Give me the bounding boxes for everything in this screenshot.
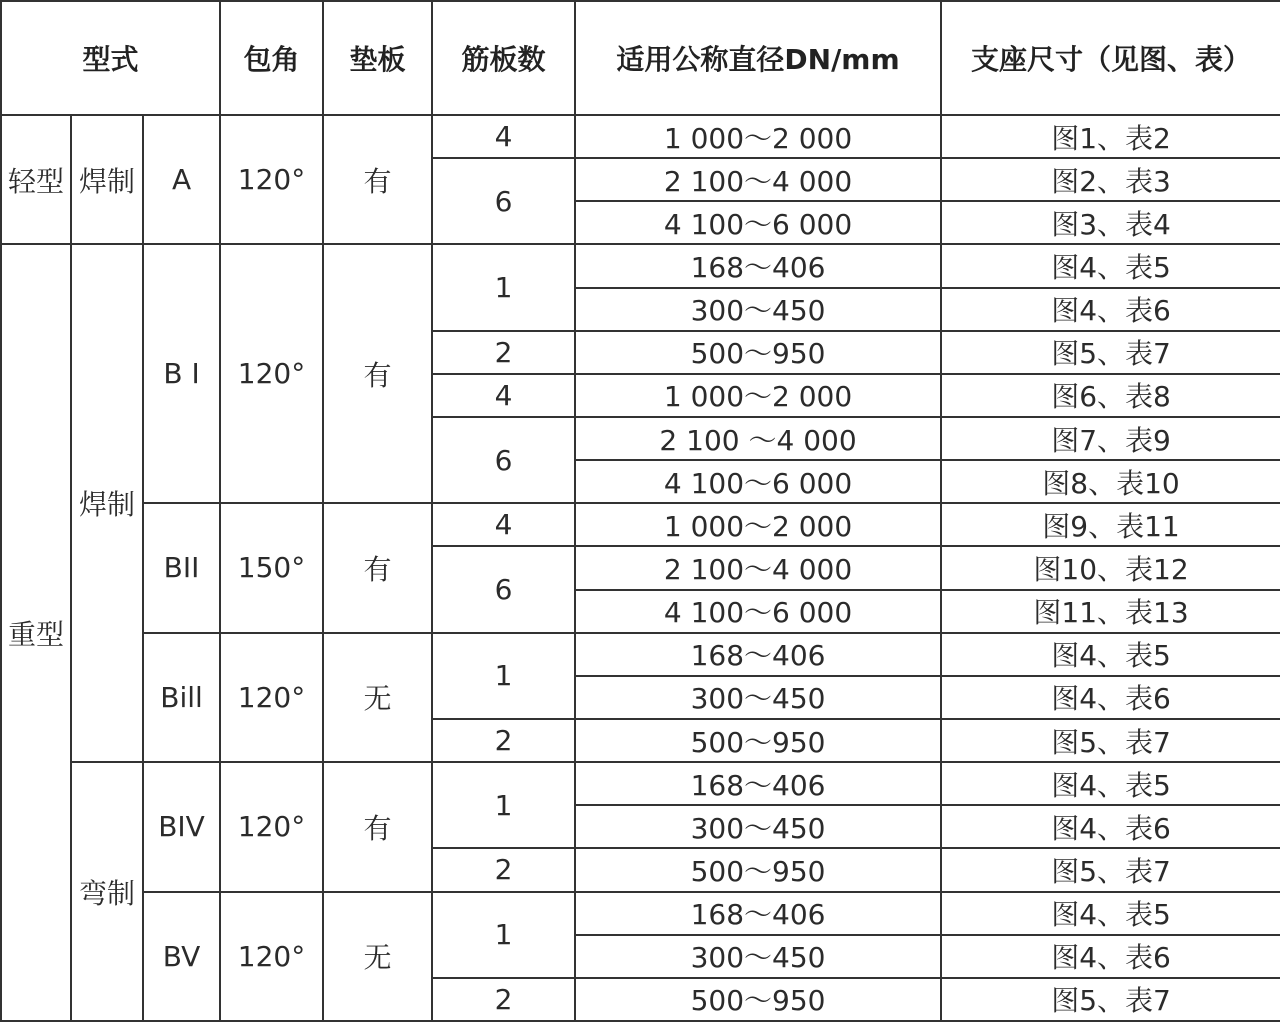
size-ref: 图4、表6 (941, 935, 1280, 978)
table-row (1, 892, 1280, 935)
rib-count: 2 (432, 978, 575, 1021)
type-angle: 120° (220, 762, 323, 891)
rib-count: 4 (432, 115, 575, 158)
dn-range: 2 100 ～4 000 (575, 417, 941, 460)
rib-count: 2 (432, 719, 575, 762)
size-ref: 图9、表11 (941, 503, 1280, 546)
group-light: 轻型 (1, 115, 71, 244)
dn-range: 4 100～6 000 (575, 590, 941, 633)
type-code: Bill (143, 633, 220, 762)
type-angle: 120° (220, 633, 323, 762)
rib-count: 6 (432, 158, 575, 244)
header-type: 型式 (1, 1, 220, 115)
dn-range: 4 100～6 000 (575, 201, 941, 244)
size-ref: 图4、表6 (941, 288, 1280, 331)
dn-range: 2 100～4 000 (575, 158, 941, 201)
size-ref: 图11、表13 (941, 590, 1280, 633)
rib-count: 1 (432, 892, 575, 978)
rib-count: 6 (432, 546, 575, 632)
type-pad: 无 (323, 633, 432, 762)
dn-range: 500～950 (575, 719, 941, 762)
rib-count: 1 (432, 633, 575, 719)
type-pad: 有 (323, 503, 432, 632)
table-row (1, 633, 1280, 676)
header-size: 支座尺寸（见图、表） (941, 1, 1280, 115)
size-ref: 图4、表5 (941, 762, 1280, 805)
type-code: BV (143, 892, 220, 1021)
type-code: BII (143, 503, 220, 632)
size-ref: 图4、表6 (941, 676, 1280, 719)
type-angle: 120° (220, 244, 323, 503)
type-angle: 120° (220, 892, 323, 1021)
group-welded-heavy: 焊制 (71, 244, 143, 762)
size-ref: 图2、表3 (941, 158, 1280, 201)
rib-count: 2 (432, 331, 575, 374)
table-row (1, 762, 1280, 805)
size-ref: 图8、表10 (941, 460, 1280, 503)
dn-range: 500～950 (575, 848, 941, 891)
dn-range: 300～450 (575, 676, 941, 719)
size-ref: 图10、表12 (941, 546, 1280, 589)
rib-count: 4 (432, 503, 575, 546)
type-angle: 120° (220, 115, 323, 244)
size-ref: 图5、表7 (941, 719, 1280, 762)
dn-range: 300～450 (575, 805, 941, 848)
group-heavy: 重型 (1, 244, 71, 1021)
size-ref: 图5、表7 (941, 848, 1280, 891)
size-ref: 图7、表9 (941, 417, 1280, 460)
rib-count: 6 (432, 417, 575, 503)
dn-range: 1 000～2 000 (575, 374, 941, 417)
group-bent: 弯制 (71, 762, 143, 1021)
type-pad: 无 (323, 892, 432, 1021)
table-row (1, 115, 1280, 158)
dn-range: 168～406 (575, 244, 941, 287)
size-ref: 图3、表4 (941, 201, 1280, 244)
dn-range: 300～450 (575, 935, 941, 978)
header-row (1, 1, 1280, 115)
header-angle: 包角 (220, 1, 323, 115)
group-welded-light: 焊制 (71, 115, 143, 244)
dn-range: 168～406 (575, 633, 941, 676)
size-ref: 图5、表7 (941, 331, 1280, 374)
type-pad: 有 (323, 115, 432, 244)
type-code: B I (143, 244, 220, 503)
header-ribs: 筋板数 (432, 1, 575, 115)
rib-count: 2 (432, 848, 575, 891)
dn-range: 500～950 (575, 978, 941, 1021)
rib-count: 4 (432, 374, 575, 417)
dn-range: 500～950 (575, 331, 941, 374)
dn-range: 4 100～6 000 (575, 460, 941, 503)
type-code: BIV (143, 762, 220, 891)
table-row (1, 503, 1280, 546)
table-row (1, 244, 1280, 287)
dn-range: 300～450 (575, 288, 941, 331)
type-code: A (143, 115, 220, 244)
size-ref: 图5、表7 (941, 978, 1280, 1021)
size-ref: 图4、表5 (941, 244, 1280, 287)
size-ref: 图1、表2 (941, 115, 1280, 158)
type-pad: 有 (323, 762, 432, 891)
rib-count: 1 (432, 762, 575, 848)
size-ref: 图6、表8 (941, 374, 1280, 417)
header-pad: 垫板 (323, 1, 432, 115)
dn-range: 168～406 (575, 762, 941, 805)
type-pad: 有 (323, 244, 432, 503)
dn-range: 1 000～2 000 (575, 503, 941, 546)
size-ref: 图4、表5 (941, 633, 1280, 676)
size-ref: 图4、表5 (941, 892, 1280, 935)
dn-range: 1 000～2 000 (575, 115, 941, 158)
size-ref: 图4、表6 (941, 805, 1280, 848)
type-angle: 150° (220, 503, 323, 632)
dn-range: 2 100～4 000 (575, 546, 941, 589)
dn-range: 168～406 (575, 892, 941, 935)
rib-count: 1 (432, 244, 575, 330)
header-dn: 适用公称直径DN/mm (575, 1, 941, 115)
